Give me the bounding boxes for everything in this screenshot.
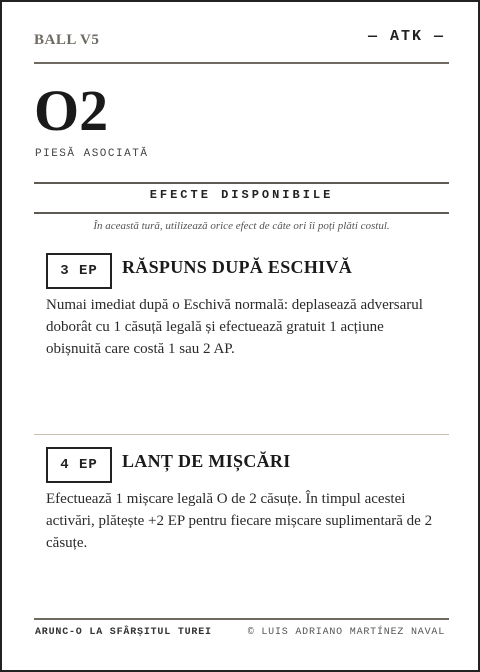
header-divider [34,62,449,64]
footer-divider [34,618,449,620]
effect-cost-badge: 3 EP [46,253,112,289]
section-bottom-divider [34,212,449,214]
section-instructions: În această tură, utilizează orice efect de câte ori îi poți plăti costul. [93,220,390,232]
piece-code: O2 [34,78,109,143]
effect-description: Numai imediat după o Eschivă normală: deplasează adversarul doborât cu 1 căsuță legală și efectuează gratuit 1 acțiune obișnuită care costă 1 sau 2 AP. [46,297,423,357]
ball-version: BALL V5 [34,32,100,48]
effect-title: LANȚ DE MIȘCĂRI [122,451,291,471]
discard-instruction: ARUNC-O LA SFÂRȘITUL TUREI [35,627,212,638]
copyright: © LUIS ADRIANO MARTÍNEZ NAVAL [247,627,445,638]
mode-label: — ATK — [368,28,446,45]
effect-divider [34,434,449,435]
effect-description: Efectuează 1 mișcare legală O de 2 căsuțe. În timpul acestei activări, plătește +2 EP pentru fiecare mișcare suplimentară de 2 căsuțe. [46,491,433,551]
section-title: EFECTE DISPONIBILE [149,188,334,202]
piece-label: PIESĂ ASOCIATĂ [35,148,149,160]
section-top-divider [34,182,449,184]
effect-title: RĂSPUNS DUPĂ ESCHIVĂ [122,257,353,277]
effect-cost-badge: 4 EP [46,447,112,483]
